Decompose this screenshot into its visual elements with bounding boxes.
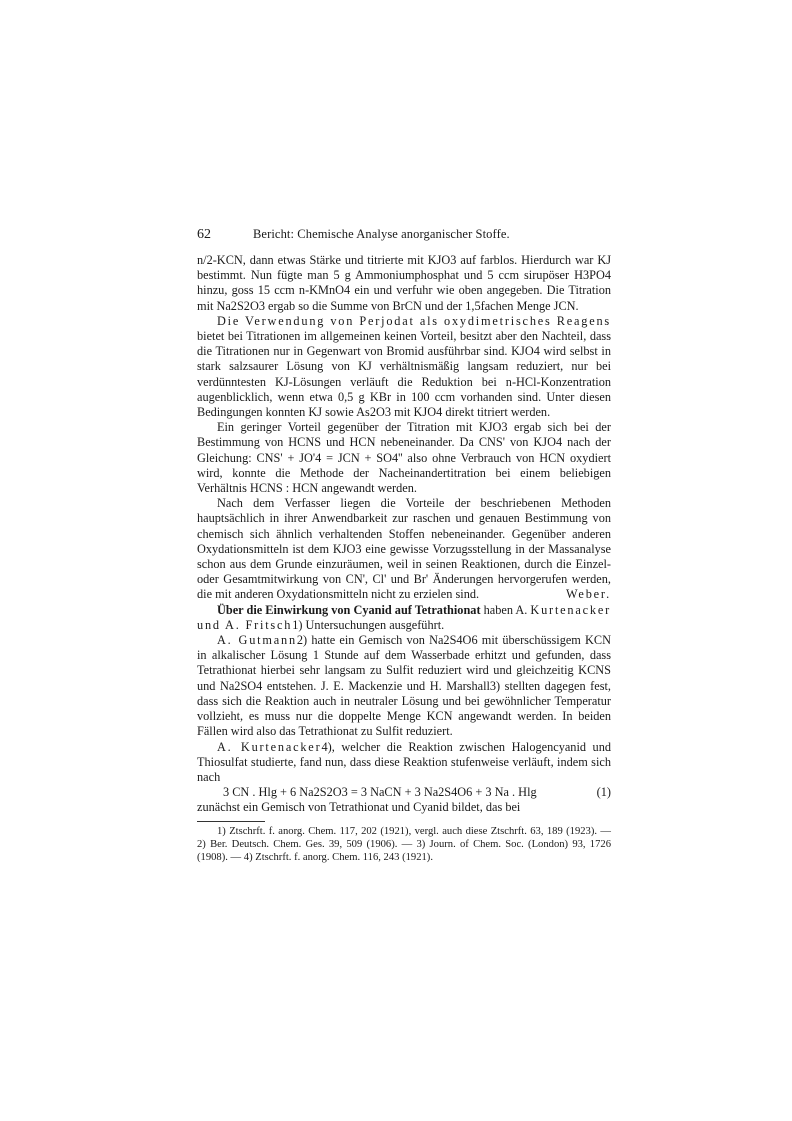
paragraph-5-authors: Kurtenacker und A. Fritsch xyxy=(197,602,611,632)
page-number: 62 xyxy=(197,227,211,242)
running-title: Bericht: Chemische Analyse anorganischer Stoffe. xyxy=(253,227,510,241)
equation-number: (1) xyxy=(596,785,611,800)
page-header xyxy=(197,226,611,243)
paragraph-1: n/2-KCN, dann etwas Stärke und titrierte mit KJO3 auf farblos. Hierdurch war KJ bestimmt. Nun fügte man 5 g Ammoniumphosphat und 5 ccm sirupöser H3PO4 hinzu, goss 15 ccm n-KMnO4 ein und verfuhr wie oben angegeben. Die Titration mit Na2S2O3 ergab so die Summe von BrCN und der 1,5fachen Menge JCN. xyxy=(197,253,611,313)
body-text xyxy=(197,253,611,816)
paragraph-6-author: A. Gutmann xyxy=(217,633,297,648)
footnote-rule xyxy=(197,821,265,822)
paragraph-5 xyxy=(197,603,611,633)
paragraph-8: zunächst ein Gemisch von Tetrathionat und Cyanid bildet, das bei xyxy=(197,800,521,815)
paragraph-2-lead: Die Verwendung von Perjodat als oxydimetrisches Reagens xyxy=(217,313,611,328)
paragraph-5-text-a: haben A. xyxy=(480,602,528,617)
author-signature: Weber. xyxy=(566,587,611,602)
paragraph-2-text: bietet bei Titrationen im allgemeinen keinen Vorteil, besitzt aber den Nachteil, dass die Titrationen nur in Gegenwart von Bromid ausführbar sind. KJO4 wird selbst in stark salzsaurer Lösung von KJ verhältnismäßig langsam reduziert, nur bei verdünntesten KJ-Lösungen verläuft die Reduktion bei n-HCl-Konzentration augenblicklich, wenn etwa 0,5 g KBr in 100 ccm vorhanden sind. Unter diesen Bedingungen konnten KJ sowie As2O3 mit KJO4 direkt titriert werden. xyxy=(197,329,611,420)
paragraph-2 xyxy=(197,314,611,420)
paragraph-4-text: Nach dem Verfasser liegen die Vorteile der beschriebenen Methoden hauptsächlich in ihrer Anwendbarkeit zur raschen und genauen Bestimmung von chemisch sich ähnlich verhaltenden Stoffen nebeneinander. Gegenüber anderen Oxydationsmitteln ist dem KJO3 eine gewisse Vorzugsstellung in der Massanalyse schon aus dem Grunde einzuräumen, weil in seinen Reaktionen, durch die Einzel- oder Gesamtmitwirkung von CN', Cl' und Br' Änderungen hervorgerufen werden, die mit anderen Oxydationsmitteln nicht zu erzielen sind. xyxy=(197,496,611,602)
paragraph-7-author: A. Kurtenacker xyxy=(217,739,322,754)
paragraph-6 xyxy=(197,633,611,739)
paragraph-4 xyxy=(197,496,611,602)
paragraph-5-text-b: 1) Untersuchungen ausgeführt. xyxy=(292,617,445,632)
paragraph-3: Ein geringer Vorteil gegenüber der Titration mit KJO3 ergab sich bei der Bestimmung von HCNS und HCN nebeneinander. Da CNS' von KJO4 nach der Gleichung: CNS' + JO'4 = JCN + SO4'' also ohne Verbrauch von HCN oxydiert wird, konnte die Methode der Nacheinandertitration bei einem beliebigen Verhältnis HCNS : HCN angewandt werden. xyxy=(197,420,611,496)
equation: 3 CN . Hlg + 6 Na2S2O3 = 3 NaCN + 3 Na2S4O6 + 3 Na . Hlg xyxy=(223,785,537,800)
paragraph-7 xyxy=(197,740,611,786)
equation-line xyxy=(197,785,611,800)
paragraph-6-text: 2) hatte ein Gemisch von Na2S4O6 mit überschüssigem KCN in alkalischer Lösung 1 Stunde auf dem Wasserbade erhitzt und gefunden, dass Tetrathionat hierbei sehr langsam zu Sulfit reduziert wird und gleichzeitig KCNS und Na2SO4 entstehen. J. E. Mackenzie und H. Marshall3) stellten dagegen fest, dass sich die Reaktion auch in neutraler Lösung und bei gewöhnlicher Temperatur vollzieht, es muss nur die doppelte Menge KCN angewandt werden. In beiden Fällen wird also das Tetrathionat zu Sulfit reduziert. xyxy=(197,633,612,739)
footnotes: 1) Ztschrft. f. anorg. Chem. 117, 202 (1921), vergl. auch diese Ztschrft. 63, 189 (1923). — 2) Ber. Deutsch. Chem. Ges. 39, 509 (1906). — 3) Journ. of Chem. Soc. (London) 93, 1726 (1908). — 4) Ztschrft. f. anorg. Chem. 116, 243 (1921). xyxy=(197,825,611,863)
document-page xyxy=(197,226,611,864)
paragraph-7-text: 4), welcher die Reaktion zwischen Halogencyanid und Thiosulfat studierte, fand nun, dass diese Reaktion stufenweise verläuft, indem sich nach xyxy=(197,739,611,784)
section-heading: Über die Einwirkung von Cyanid auf Tetrathionat xyxy=(217,602,481,617)
